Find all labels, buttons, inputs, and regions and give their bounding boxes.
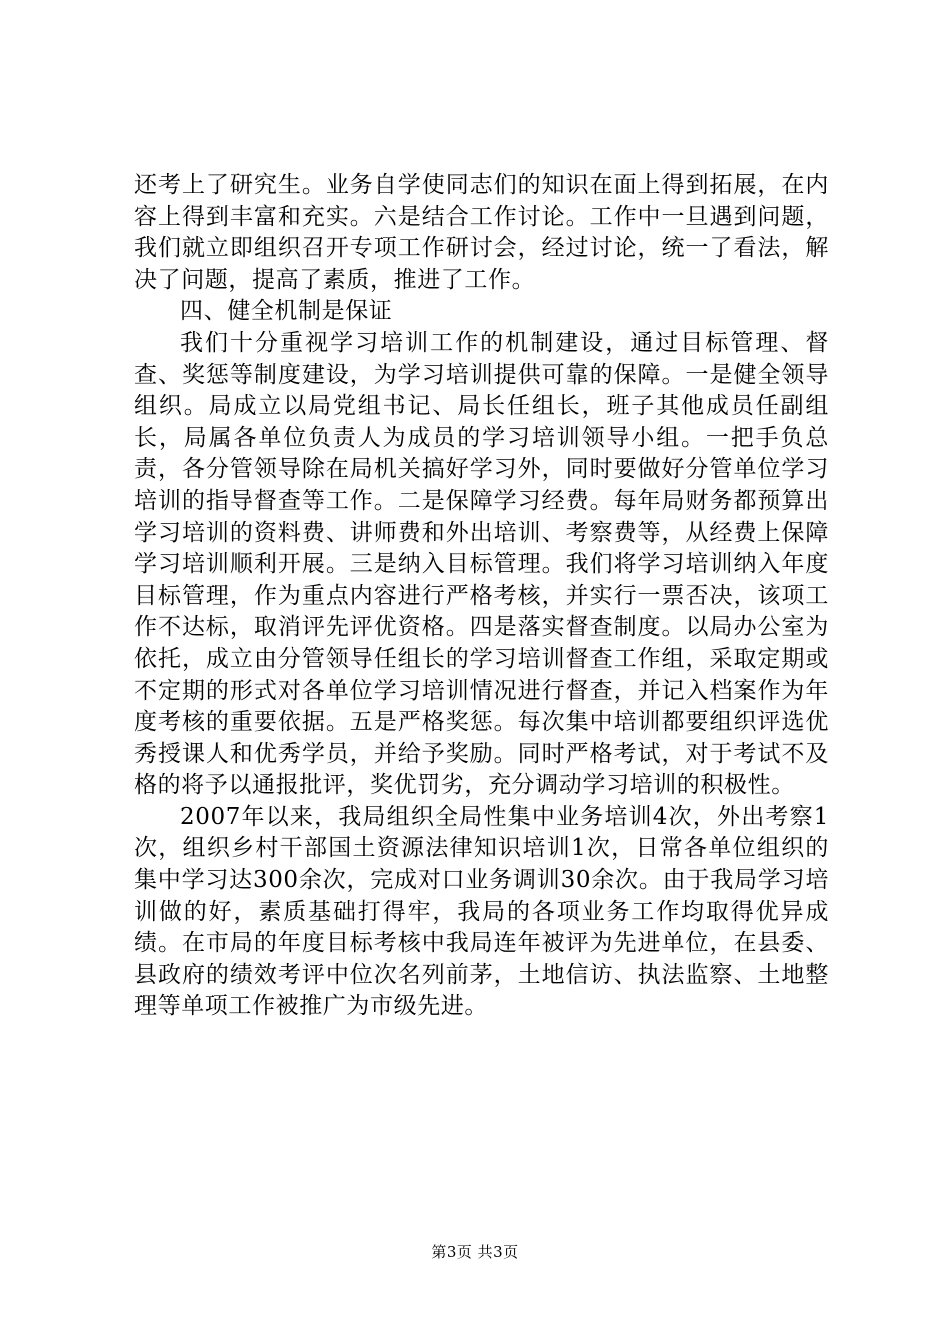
paragraph-results: 2007年以来，我局组织全局性集中业务培训4次，外出考察1次，组织乡村干部国土资源法律知识培训1次，日常各单位组织的集中学习达300余次，完成对口业务调训30余次。由于我局学习培训做的好，素质基础打得牢，我局的各项业务工作均取得优异成绩。在市局的年度目标考核中我局连年被评为先进单位，在县委、县政府的绩效考评中位次名列前茅，土地信访、执法监察、土地整理等单项工作被推广为市级先进。 bbox=[134, 803, 829, 1020]
paragraph-mechanism: 我们十分重视学习培训工作的机制建设，通过目标管理、督查、奖惩等制度建设，为学习培训提供可靠的保障。一是健全领导组织。局成立以局党组书记、局长任组长，班子其他成员任副组长，局属各单位负责人为成员的学习培训领导小组。一把手负总责，各分管领导除在局机关搞好学习外，同时要做好分管单位学习培训的指导督查等工作。二是保障学习经费。每年局财务都预算出学习培训的资料费、讲师费和外出培训、考察费等，从经费上保障学习培训顺利开展。三是纳入目标管理。我们将学习培训纳入年度目标管理，作为重点内容进行严格考核，并实行一票否决，该项工作不达标，取消评先评优资格。四是落实督查制度。以局办公室为依托，成立由分管领导任组长的学习培训督查工作组，采取定期或不定期的形式对各单位学习培训情况进行督查，并记入档案作为年度考核的重要依据。五是严格奖惩。每次集中培训都要组织评选优秀授课人和优秀学员，并给予奖励。同时严格考试，对于考试不及格的将予以通报批评，奖优罚劣，充分调动学习培训的积极性。 bbox=[134, 329, 829, 799]
page-footer bbox=[0, 1242, 950, 1262]
paragraph-continuation: 还考上了研究生。业务自学使同志们的知识在面上得到拓展，在内容上得到丰富和充实。六是结合工作讨论。工作中一旦遇到问题，我们就立即组织召开专项工作研讨会，经过讨论，统一了看法，解决了问题，提高了素质，推进了工作。 bbox=[134, 172, 829, 293]
document-body bbox=[134, 170, 829, 1023]
section-heading: 四、健全机制是保证 bbox=[180, 298, 393, 325]
page-number-label: 第3页 共3页 bbox=[431, 1243, 519, 1261]
